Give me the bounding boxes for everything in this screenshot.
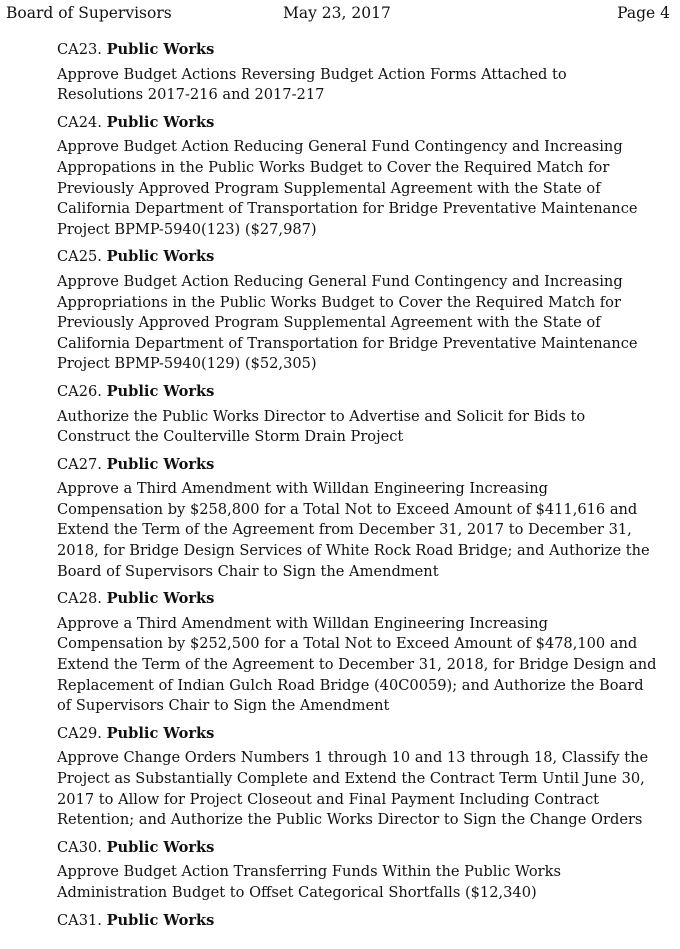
agenda-item-department: Public Works (106, 590, 215, 608)
agenda-item-department: Public Works (106, 455, 215, 473)
agenda-item-ca26 (57, 382, 672, 448)
agenda-item-description: Approve Budget Action Reducing General Fund Contingency and Increasing Appropriations in the Public Works Budget to Cover the Required Match for Previously Approved Program Supplemental Agreement with the State of California Department of Transportation for Bridge Preventative Maintenance Project BPMP-5940(129) ($52,305) (57, 272, 638, 373)
agenda-item-department: Public Works (106, 41, 215, 58)
agenda-item-ca24 (57, 113, 672, 241)
agenda-item-ca29 (57, 724, 672, 831)
agenda-item-description: Approve Budget Actions Reversing Budget Action Forms Attached to Resolutions 2017-216 and 2017-217 (57, 65, 567, 104)
agenda-item-code: CA30. (57, 838, 102, 856)
agenda-item-department: Public Works (106, 382, 215, 400)
agenda-item-heading (57, 911, 672, 932)
agenda-item-code: CA28. (57, 590, 102, 608)
agenda-item-department: Public Works (106, 248, 215, 266)
agenda-item-department: Public Works (106, 113, 215, 131)
consent-agenda-list (57, 40, 672, 938)
header-page-number: Page 4 (617, 4, 670, 22)
agenda-item-code: CA29. (57, 724, 102, 742)
agenda-item-heading (57, 382, 672, 403)
agenda-item-ca28 (57, 589, 672, 717)
agenda-item-description: Approve Budget Action Reducing General Fund Contingency and Increasing Appropations in the Public Works Budget to Cover the Required Match for Previously Approved Program Supplemental Agreement with the State of California Department of Transportation for Bridge Preventative Maintenance Project BPMP-5940(123) ($27,987) (57, 138, 638, 238)
agenda-item-ca31 (57, 911, 672, 932)
agenda-item-ca27 (57, 455, 672, 583)
agenda-item-heading (57, 455, 672, 476)
agenda-item-heading (57, 724, 672, 745)
agenda-item-description: Approve Change Orders Numbers 1 through 10 and 13 through 18, Classify the Project as Substantially Complete and Extend the Contract Term Until June 30, 2017 to Allow for Project Closeout and Final Payment Including Contract Retention; and Authorize the Public Works Director to Sign the Change Orders (57, 749, 649, 829)
agenda-item-description: Authorize the Public Works Director to Advertise and Solicit for Bids to Construct the Coulterville Storm Drain Project (57, 407, 586, 446)
agenda-item-code: CA23. (57, 41, 102, 58)
agenda-item-code: CA31. (57, 911, 102, 929)
agenda-item-heading (57, 40, 672, 61)
agenda-item-description: Approve a Third Amendment with Willdan Engineering Increasing Compensation by $252,500 for a Total Not to Exceed Amount of $478,100 and Extend the Term of the Agreement to December 31, 2018, for Bridge Design and Replacement of Indian Gulch Road Bridge (40C0059); and Authorize the Board of Supervisors Chair to Sign the Amendment (57, 614, 657, 715)
agenda-item-description: Approve Budget Action Transferring Funds Within the Public Works Administration Budget to Offset Categorical Shortfalls ($12,340) (57, 863, 561, 901)
agenda-item-ca30 (57, 838, 672, 904)
header-meeting-date: May 23, 2017 (283, 4, 391, 22)
agenda-item-heading (57, 838, 672, 859)
agenda-item-department: Public Works (106, 724, 215, 742)
agenda-item-department: Public Works (106, 838, 215, 856)
agenda-item-code: CA26. (57, 382, 102, 400)
agenda-item-ca23 (57, 40, 672, 106)
agenda-item-heading (57, 589, 672, 610)
agenda-item-ca25 (57, 247, 672, 375)
agenda-item-code: CA24. (57, 113, 102, 131)
agenda-item-description: Approve a Third Amendment with Willdan Engineering Increasing Compensation by $258,800 for a Total Not to Exceed Amount of $411,616 and Extend the Term of the Agreement from December 31, 2017 to December 31, 2018, for Bridge Design Services of White Rock Road Bridge; and Authorize the Board of Supervisors Chair to Sign the Amendment (57, 480, 650, 580)
agenda-item-department: Public Works (106, 911, 215, 929)
agenda-item-heading (57, 113, 672, 134)
agenda-item-heading (57, 247, 672, 268)
agenda-item-code: CA27. (57, 455, 102, 473)
agenda-item-code: CA25. (57, 248, 102, 266)
page-header (0, 3, 680, 23)
header-board-title: Board of Supervisors (6, 4, 172, 22)
